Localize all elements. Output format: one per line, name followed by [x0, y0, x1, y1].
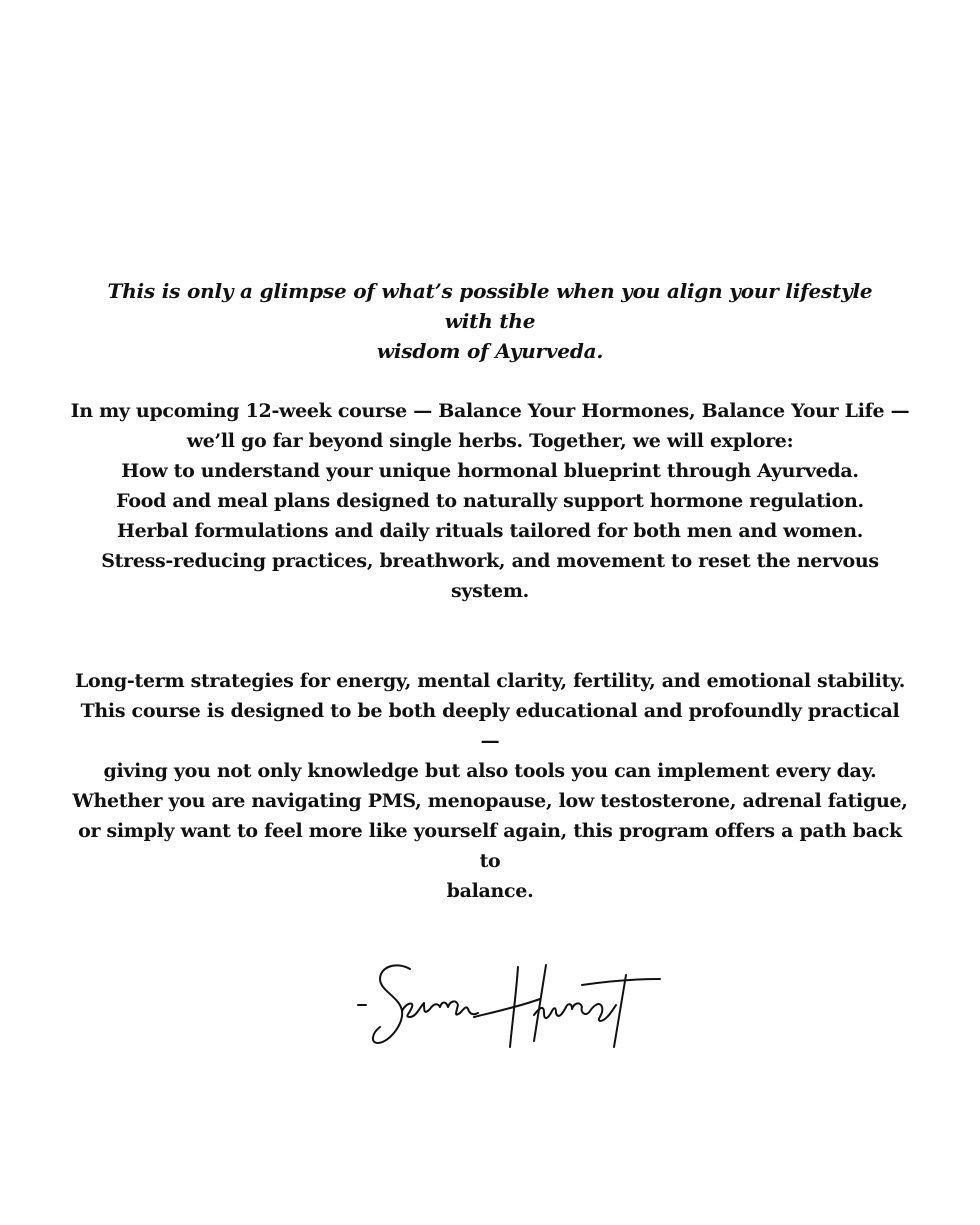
program-line: Long-term strategies for energy, mental clarity, fertility, and emotional stability.: [74, 670, 906, 692]
course-line: How to understand your unique hormonal blueprint through Ayurveda.: [121, 460, 859, 482]
program-paragraph: [70, 666, 910, 906]
course-line: In my upcoming 12-week course — Balance Your Hormones, Balance Your Life —: [70, 400, 910, 422]
program-line: Whether you are navigating PMS, menopause, low testosterone, adrenal fatigue,: [72, 790, 908, 812]
intro-line: This is only a glimpse of what’s possible when you align your lifestyle with the: [107, 279, 873, 333]
intro-quote: [90, 276, 890, 366]
course-line: Food and meal plans designed to naturally support hormone regulation.: [116, 490, 864, 512]
course-paragraph: [70, 396, 910, 606]
program-line: balance.: [446, 880, 534, 902]
program-line: or simply want to feel more like yourself again, this program offers a path back to: [78, 820, 902, 872]
course-line: Herbal formulations and daily rituals tailored for both men and women.: [116, 520, 864, 542]
signature: [350, 955, 670, 1055]
program-line: giving you not only knowledge but also tools you can implement every day.: [103, 760, 877, 782]
course-line: Stress-reducing practices, breathwork, and movement to reset the nervous: [101, 550, 879, 572]
course-line: system.: [451, 580, 529, 602]
intro-line: wisdom of Ayurveda.: [376, 339, 604, 363]
program-line: This course is designed to be both deeply educational and profoundly practical —: [80, 700, 900, 752]
course-line: we’ll go far beyond single herbs. Together, we will explore:: [186, 430, 794, 452]
